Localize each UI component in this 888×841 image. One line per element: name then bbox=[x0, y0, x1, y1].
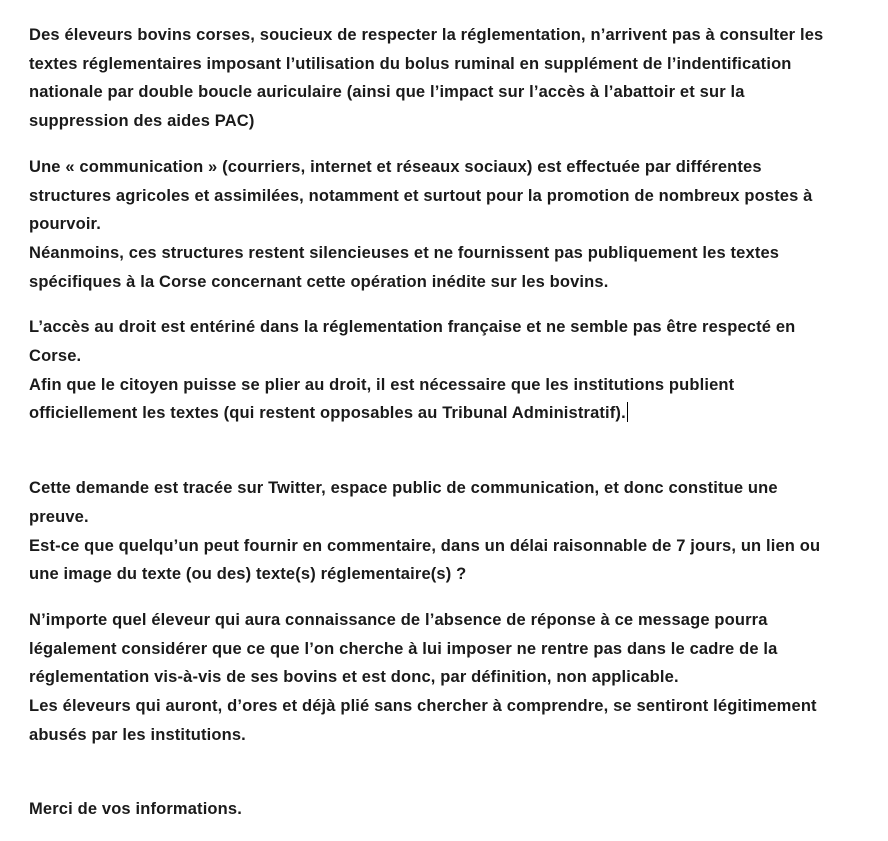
text-line-with-caret[interactable] bbox=[29, 399, 879, 428]
text-line: spécifiques à la Corse concernant cette opération inédite sur les bovins. bbox=[29, 272, 609, 291]
text-line: abusés par les institutions. bbox=[29, 725, 246, 744]
paragraph-closing bbox=[29, 795, 879, 824]
text-line: Des éleveurs bovins corses, soucieux de respecter la réglementation, n’arrivent pas à consulter les bbox=[29, 26, 824, 44]
text-line: nationale par double boucle auriculaire (ainsi que l’impact sur l’accès à l’abattoir et sur la bbox=[29, 83, 745, 102]
text-line: N’importe quel éleveur qui aura connaissance de l’absence de réponse à ce message pourra bbox=[29, 610, 768, 629]
paragraph-access-to-law bbox=[29, 313, 879, 428]
text-line: L’accès au droit est entériné dans la réglementation française et ne semble pas être respecté en bbox=[29, 318, 796, 337]
text-line: suppression des aides PAC) bbox=[29, 112, 255, 131]
paragraph-communication bbox=[29, 153, 879, 297]
document-body bbox=[29, 21, 879, 841]
text-line: Les éleveurs qui auront, d’ores et déjà plié sans chercher à comprendre, se sentiront légitimement bbox=[29, 697, 817, 716]
text-line: une image du texte (ou des) texte(s) réglementaire(s) ? bbox=[29, 565, 467, 584]
paragraph-context bbox=[29, 21, 879, 136]
text-cursor bbox=[627, 402, 628, 422]
paragraph-request bbox=[29, 474, 879, 589]
text-line: structures agricoles et assimilées, notamment et surtout pour la promotion de nombreux postes à bbox=[29, 186, 813, 205]
text-line: pourvoir. bbox=[29, 215, 101, 234]
text-line: Merci de vos informations. bbox=[29, 800, 242, 819]
text-line: officiellement les textes (qui restent opposables au Tribunal Administratif). bbox=[29, 404, 626, 423]
text-line: Afin que le citoyen puisse se plier au droit, il est nécessaire que les institutions publient bbox=[29, 375, 735, 394]
text-line: Cette demande est tracée sur Twitter, espace public de communication, et donc constitue une bbox=[29, 479, 778, 498]
text-line: Néanmoins, ces structures restent silencieuses et ne fournissent pas publiquement les textes bbox=[29, 243, 780, 262]
text-line: Une « communication » (courriers, internet et réseaux sociaux) est effectuée par différentes bbox=[29, 157, 762, 176]
text-line: Corse. bbox=[29, 347, 82, 366]
paragraph-consequence bbox=[29, 606, 879, 750]
text-line: Est-ce que quelqu’un peut fournir en commentaire, dans un délai raisonnable de 7 jours, un lien ou bbox=[29, 536, 821, 555]
text-line: textes réglementaires imposant l’utilisation du bolus ruminal en supplément de l’indentification bbox=[29, 54, 792, 73]
text-line: preuve. bbox=[29, 507, 89, 526]
text-line: réglementation vis-à-vis de ses bovins et est donc, par définition, non applicable. bbox=[29, 668, 679, 687]
text-line: légalement considérer que ce que l’on cherche à lui imposer ne rentre pas dans le cadre de la bbox=[29, 639, 778, 658]
